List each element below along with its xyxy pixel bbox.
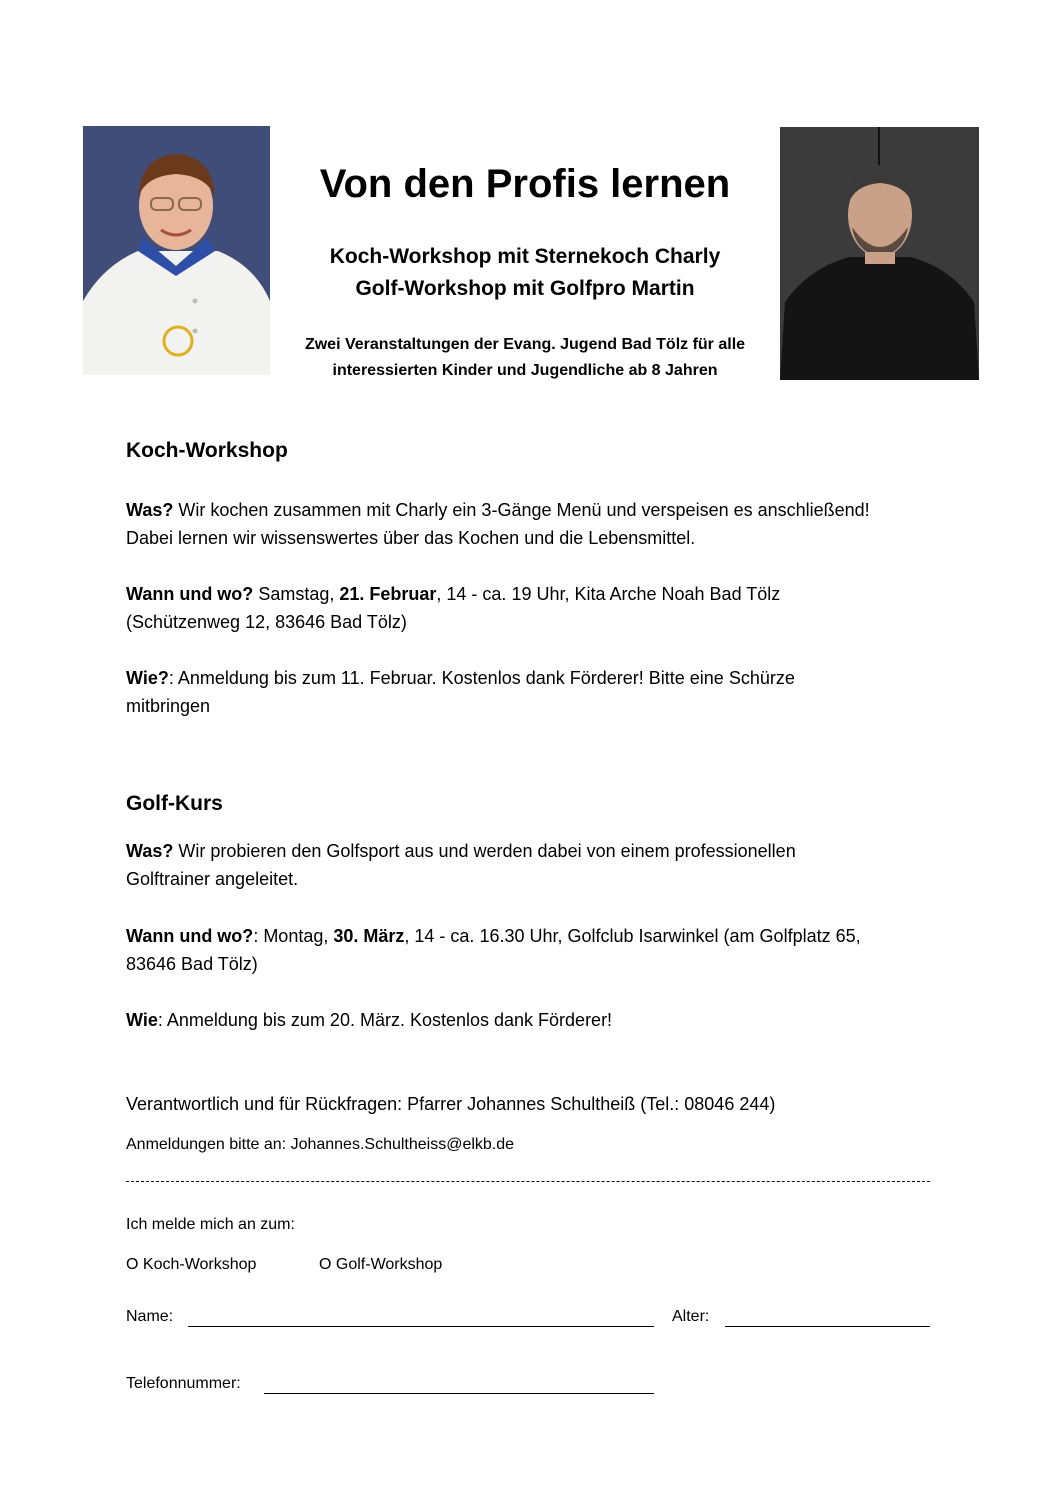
golf-wann-paragraph <box>126 922 936 978</box>
golf-wie-line <box>126 1006 936 1034</box>
intro-line-1: Zwei Veranstaltungen der Evang. Jugend Bad Tölz für alle <box>304 336 746 353</box>
koch-wie-text: : Anmeldung bis zum 11. Februar. Kostenlos dank Förderer! Bitte eine Schürze <box>168 668 795 688</box>
age-field[interactable] <box>725 1326 930 1327</box>
golf-wie-paragraph <box>126 1006 936 1034</box>
golf-heading: Golf-Kurs <box>126 792 223 815</box>
golf-wie-text: : Anmeldung bis zum 20. März. Kostenlos dank Förderer! <box>157 1010 613 1030</box>
koch-wie-label: Wie? <box>126 668 169 688</box>
phone-field[interactable] <box>264 1393 654 1394</box>
koch-wann-line-2: (Schützenweg 12, 83646 Bad Tölz) <box>126 612 407 632</box>
phone-label: Telefonnummer: <box>126 1375 241 1392</box>
koch-was-line-1 <box>126 496 936 524</box>
chef-photo <box>83 126 270 375</box>
golf-wann-pre: : Montag, <box>253 926 334 946</box>
contact-responsible: Verantwortlich und für Rückfragen: Pfarrer Johannes Schultheiß (Tel.: 08046 244) <box>126 1094 776 1114</box>
koch-wann-date: 21. Februar <box>339 584 437 604</box>
contact-registration: Anmeldungen bitte an: Johannes.Schultheiss@elkb.de <box>126 1136 515 1153</box>
golf-wann-line-2: 83646 Bad Tölz) <box>126 954 258 974</box>
koch-wann-line-1 <box>126 580 936 608</box>
golf-wann-date: 30. März <box>333 926 405 946</box>
name-label: Name: <box>126 1308 174 1325</box>
intro-text <box>270 332 780 384</box>
name-field[interactable] <box>188 1326 654 1327</box>
koch-heading: Koch-Workshop <box>126 439 288 462</box>
golf-was-line-1 <box>126 837 936 865</box>
koch-was-label: Was? <box>126 500 174 520</box>
page-title: Von den Profis lernen <box>319 162 731 206</box>
golf-wann-label: Wann und wo? <box>126 926 254 946</box>
golfpro-portrait-image <box>780 127 979 380</box>
golf-was-text: Wir probieren den Golfsport aus und werden dabei von einem professionellen <box>173 841 796 861</box>
koch-wie-line-1 <box>126 664 936 692</box>
age-label: Alter: <box>672 1308 710 1325</box>
koch-was-line-2: Dabei lernen wir wissenswertes über das Kochen und die Lebensmittel. <box>126 528 696 548</box>
koch-was-text: Wir kochen zusammen mit Charly ein 3-Gänge Menü und verspeisen es anschließend! <box>173 500 870 520</box>
golf-wann-line-1 <box>126 922 936 950</box>
cut-line-divider <box>126 1181 930 1182</box>
koch-wann-paragraph <box>126 580 936 636</box>
subtitle-line-golf: Golf-Workshop mit Golfpro Martin <box>355 277 695 300</box>
koch-was-paragraph <box>126 496 936 552</box>
koch-wann-label: Wann und wo? <box>126 584 254 604</box>
golf-was-paragraph <box>126 837 936 893</box>
golf-was-line-2: Golftrainer angeleitet. <box>126 869 299 889</box>
golf-was-label: Was? <box>126 841 174 861</box>
subtitle <box>270 241 780 305</box>
koch-wie-paragraph <box>126 664 936 720</box>
intro-line-2: interessierten Kinder und Jugendliche ab 8 Jahren <box>332 362 718 379</box>
subtitle-line-koch: Koch-Workshop mit Sternekoch Charly <box>329 245 721 268</box>
chef-portrait-image <box>83 126 270 375</box>
koch-wie-line-2: mitbringen <box>126 696 211 716</box>
koch-wann-post: , 14 - ca. 19 Uhr, Kita Arche Noah Bad Tölz <box>436 584 781 604</box>
koch-wann-pre: Samstag, <box>253 584 340 604</box>
golf-wie-label: Wie <box>126 1010 158 1030</box>
form-intro: Ich melde mich an zum: <box>126 1216 295 1233</box>
option-golf-checkbox[interactable]: O Golf-Workshop <box>319 1256 443 1273</box>
option-koch-checkbox[interactable]: O Koch-Workshop <box>126 1256 257 1273</box>
golf-wann-post: , 14 - ca. 16.30 Uhr, Golfclub Isarwinkel (am Golfplatz 65, <box>404 926 861 946</box>
golfpro-photo <box>780 127 979 380</box>
